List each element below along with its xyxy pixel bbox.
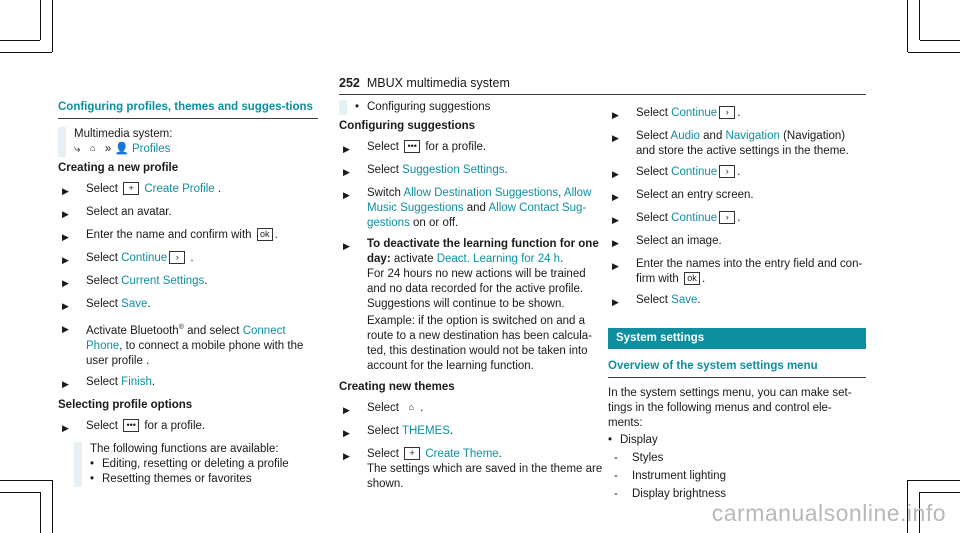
deact-learning-link[interactable]: Deact. Learning for 24 h	[436, 253, 561, 265]
list-item	[355, 100, 604, 115]
create-profile-link[interactable]: Create Profile	[144, 183, 215, 195]
step-arrow-icon: ▶	[612, 261, 619, 271]
heading-rule	[608, 377, 866, 378]
sub-list-item	[608, 451, 866, 466]
dash-icon: -	[614, 470, 618, 482]
step-text: .	[697, 294, 701, 306]
list-item-text: Resetting themes or favorites	[102, 472, 252, 485]
sub-list-item-text: Styles	[632, 452, 664, 464]
allow-destination-link[interactable]: Allow Destination Suggestions	[403, 187, 559, 199]
step-arrow-icon: ▶	[62, 255, 69, 265]
step	[608, 211, 866, 228]
allow-contact-link[interactable]: Allow Contact Sug-gestions	[367, 202, 587, 229]
chevron-right-icon: ›	[719, 165, 735, 178]
navigation-link[interactable]: Navigation	[725, 130, 780, 142]
step-text: .	[420, 402, 424, 414]
step-arrow-icon: ▶	[62, 278, 69, 288]
step-text: .	[702, 273, 706, 285]
step-text: on or off.	[409, 217, 459, 229]
step-arrow-icon: ▶	[343, 144, 350, 154]
connect-phone-link[interactable]: Connect Phone	[86, 324, 286, 352]
step-arrow-icon: ▶	[343, 405, 350, 415]
crop-mark	[907, 0, 908, 52]
list-item-text: Configuring suggestions	[367, 101, 491, 113]
step-text: Select	[636, 166, 672, 178]
step-arrow-icon: ▶	[612, 169, 619, 179]
continue-link[interactable]: Continue	[121, 252, 168, 264]
plus-icon: +	[123, 182, 139, 195]
step-arrow-icon: ▶	[62, 186, 69, 196]
middle-column	[339, 100, 604, 498]
create-theme-link[interactable]: Create Theme	[425, 448, 499, 460]
suggestion-settings-link[interactable]: Suggestion Settings	[402, 164, 505, 176]
step-text: (Navigation) and store the active settings in the theme.	[636, 130, 849, 157]
home-icon: ⌂	[408, 402, 414, 413]
step-text: activate	[390, 253, 437, 265]
crop-mark	[0, 52, 52, 53]
registered-mark: ®	[178, 324, 184, 331]
step-text: .	[737, 212, 741, 224]
step-arrow-icon: ▶	[62, 378, 69, 389]
step-text: .	[449, 425, 454, 437]
step	[58, 274, 318, 291]
bullet-icon: •	[90, 457, 95, 470]
step-text: , to connect a mobile phone with the user profile .	[86, 339, 304, 367]
chevron-right-icon: ›	[169, 251, 185, 264]
step-arrow-icon: ▶	[343, 241, 350, 251]
home-icon: ⌂	[89, 143, 96, 154]
step	[58, 251, 318, 268]
step	[339, 447, 604, 492]
step-arrow-icon: ▶	[62, 324, 69, 334]
step	[608, 165, 866, 182]
crop-mark	[40, 0, 41, 40]
step-text: .	[274, 229, 278, 241]
step-text: for a profile.	[422, 141, 487, 153]
step-text: Select	[636, 294, 672, 306]
step-text: Select	[86, 419, 122, 432]
page-header	[339, 76, 510, 90]
chevron-right-icon: ›	[719, 211, 735, 224]
more-icon: •••	[404, 140, 420, 153]
profile-icon: 👤	[114, 143, 129, 155]
step-text: .	[204, 275, 208, 287]
save-link[interactable]: Save	[121, 298, 148, 310]
step-text: Select	[636, 107, 672, 119]
step-text: and	[699, 130, 726, 142]
step-text: Select	[367, 141, 403, 153]
step-text: .	[147, 298, 151, 310]
step-arrow-icon: ▶	[612, 110, 619, 120]
step-description: For 24 hours no new actions will be trained and no data recorded for the active profile. Suggestions will continue to be shown.	[367, 268, 586, 310]
section-banner: System settings	[608, 328, 866, 349]
step-text: Select an image.	[636, 235, 722, 247]
dash-icon: -	[614, 488, 618, 500]
bullet-icon: •	[355, 101, 360, 113]
chevron-right-icon: ›	[719, 106, 735, 119]
left-column	[58, 100, 318, 487]
profiles-link[interactable]: Profiles	[132, 143, 171, 155]
page-number: 252	[339, 76, 360, 90]
step-text: Activate Bluetooth	[86, 324, 179, 337]
step	[339, 186, 604, 231]
options-text: The following functions are available:	[90, 442, 279, 455]
step-text: Select	[86, 252, 122, 264]
menu-path	[74, 142, 318, 157]
plus-icon: +	[404, 447, 420, 460]
step-arrow-icon: ▶	[62, 209, 69, 219]
crop-mark	[0, 40, 40, 41]
step-text: Select	[86, 183, 122, 195]
step-arrow-icon: ▶	[62, 422, 69, 433]
dash-icon: -	[614, 452, 618, 464]
crop-mark	[908, 480, 960, 481]
step-text: .	[151, 375, 156, 388]
list-item	[608, 433, 866, 448]
step-arrow-icon: ▶	[612, 238, 619, 248]
step-arrow-icon: ▶	[343, 190, 350, 200]
crop-mark	[52, 0, 53, 52]
step-arrow-icon: ▶	[62, 301, 69, 311]
sub-list-item-text: Display brightness	[632, 488, 726, 500]
page-title: MBUX multimedia system	[366, 76, 510, 90]
right-column	[608, 100, 866, 502]
step	[608, 106, 866, 123]
step-text: Select	[636, 212, 672, 224]
continue-link[interactable]: Continue	[671, 107, 718, 119]
step-arrow-icon: ▶	[612, 192, 619, 202]
continue-link[interactable]: Continue	[671, 166, 718, 178]
watermark: carmanualsonline.info	[711, 500, 946, 526]
crop-mark	[908, 52, 960, 53]
path-arrow-icon: ⤷	[74, 143, 81, 155]
section-heading: Configuring profiles, themes and sugges-tions	[58, 101, 313, 113]
more-icon: •••	[123, 419, 139, 432]
crop-mark	[0, 480, 52, 481]
step-text: Enter the names into the entry field and con-firm with	[636, 258, 863, 285]
step-arrow-icon: ▶	[343, 167, 350, 177]
step	[58, 320, 318, 369]
bullet-icon: •	[90, 472, 95, 485]
step-text: Select	[636, 130, 671, 142]
ok-icon: ok	[684, 272, 700, 285]
step-description: The settings which are saved in the theme are shown.	[367, 463, 603, 490]
step-text: .	[187, 252, 194, 264]
save-link[interactable]: Save	[671, 294, 698, 306]
continue-link[interactable]: Continue	[671, 212, 718, 224]
step	[608, 293, 866, 310]
step-arrow-icon: ▶	[343, 451, 350, 461]
subheading-creating-themes: Creating new themes	[339, 381, 455, 393]
step-text: Select an avatar.	[86, 206, 172, 218]
step	[608, 129, 866, 159]
bullet-icon: •	[608, 434, 613, 446]
path-prefix: Multimedia system:	[74, 128, 173, 140]
step-text: Enter the name and confirm with	[86, 229, 255, 241]
list-item-text: Display	[620, 434, 658, 446]
sub-list-item-text: Instrument lighting	[632, 470, 726, 482]
audio-link[interactable]: Audio	[670, 130, 700, 142]
step-arrow-icon: ▶	[343, 428, 350, 438]
step-text: ,	[558, 187, 564, 199]
crop-mark	[919, 0, 920, 40]
step-arrow-icon: ▶	[612, 215, 619, 225]
step-text: Select an entry screen.	[636, 189, 754, 201]
step-text: Select	[367, 425, 402, 437]
heading-rule	[58, 118, 318, 119]
crop-mark	[0, 492, 40, 493]
step-text: and select	[183, 324, 243, 337]
step-arrow-icon: ▶	[62, 232, 69, 242]
step	[339, 401, 604, 418]
step	[58, 182, 318, 199]
header-rule	[339, 94, 866, 95]
step-text: Switch	[367, 187, 404, 199]
step	[58, 228, 318, 245]
step-text: .	[560, 253, 564, 265]
step	[58, 419, 318, 436]
step	[339, 140, 604, 157]
current-settings-link[interactable]: Current Settings	[121, 275, 205, 287]
themes-link[interactable]: THEMES	[401, 425, 450, 437]
step	[339, 424, 604, 441]
crop-mark	[40, 492, 41, 533]
options-block	[74, 442, 318, 487]
ok-icon: ok	[257, 228, 273, 241]
step-text: Select	[367, 164, 403, 176]
step-text: for a profile.	[141, 419, 206, 432]
step	[58, 205, 318, 222]
subheading-profile-options: Selecting profile options	[58, 398, 193, 411]
step-text: .	[498, 448, 502, 460]
step-arrow-icon: ▶	[612, 297, 619, 307]
step	[339, 163, 604, 180]
step	[339, 237, 604, 374]
step	[58, 297, 318, 314]
subheading-configuring-suggestions: Configuring suggestions	[339, 120, 476, 132]
step	[58, 375, 318, 392]
step-text: Select	[367, 402, 403, 414]
crop-mark	[920, 40, 960, 41]
finish-link[interactable]: Finish	[121, 375, 152, 388]
list-item	[90, 457, 318, 472]
top-bullet-block	[339, 100, 604, 115]
path-block	[58, 127, 318, 157]
step-text: Select	[86, 375, 122, 388]
step-text: and	[463, 202, 489, 214]
crop-mark	[920, 492, 960, 493]
forward-icon: »	[104, 143, 112, 155]
list-item-text: Editing, resetting or deleting a profile	[102, 457, 289, 470]
intro-text: In the system settings menu, you can make set-tings in the following menus and control ele-ments:	[608, 387, 852, 429]
step	[608, 234, 866, 251]
list-item	[90, 472, 318, 487]
allow-music-link[interactable]: Allow Music Suggestions	[367, 187, 592, 214]
step-arrow-icon: ▶	[612, 133, 619, 143]
step-text: .	[737, 107, 741, 119]
step-bold-text: To deactivate the learning function for one day:	[367, 238, 599, 265]
section-heading: Overview of the system settings menu	[608, 360, 818, 372]
step	[608, 188, 866, 205]
sub-list-item	[608, 469, 866, 484]
step-text: Select	[367, 448, 403, 460]
step-text: .	[504, 164, 508, 176]
step-text: Select	[86, 298, 122, 310]
step-example: Example: if the option is switched on and a route to a new destination has been calcula-ted, this destination would not be taken into account for the learning function.	[367, 315, 593, 372]
step-text: Select	[86, 275, 122, 287]
step-text: .	[737, 166, 741, 178]
subheading-create-profile: Creating a new profile	[58, 162, 179, 174]
step-text: .	[214, 183, 222, 195]
crop-mark	[52, 480, 53, 533]
step	[608, 257, 866, 287]
